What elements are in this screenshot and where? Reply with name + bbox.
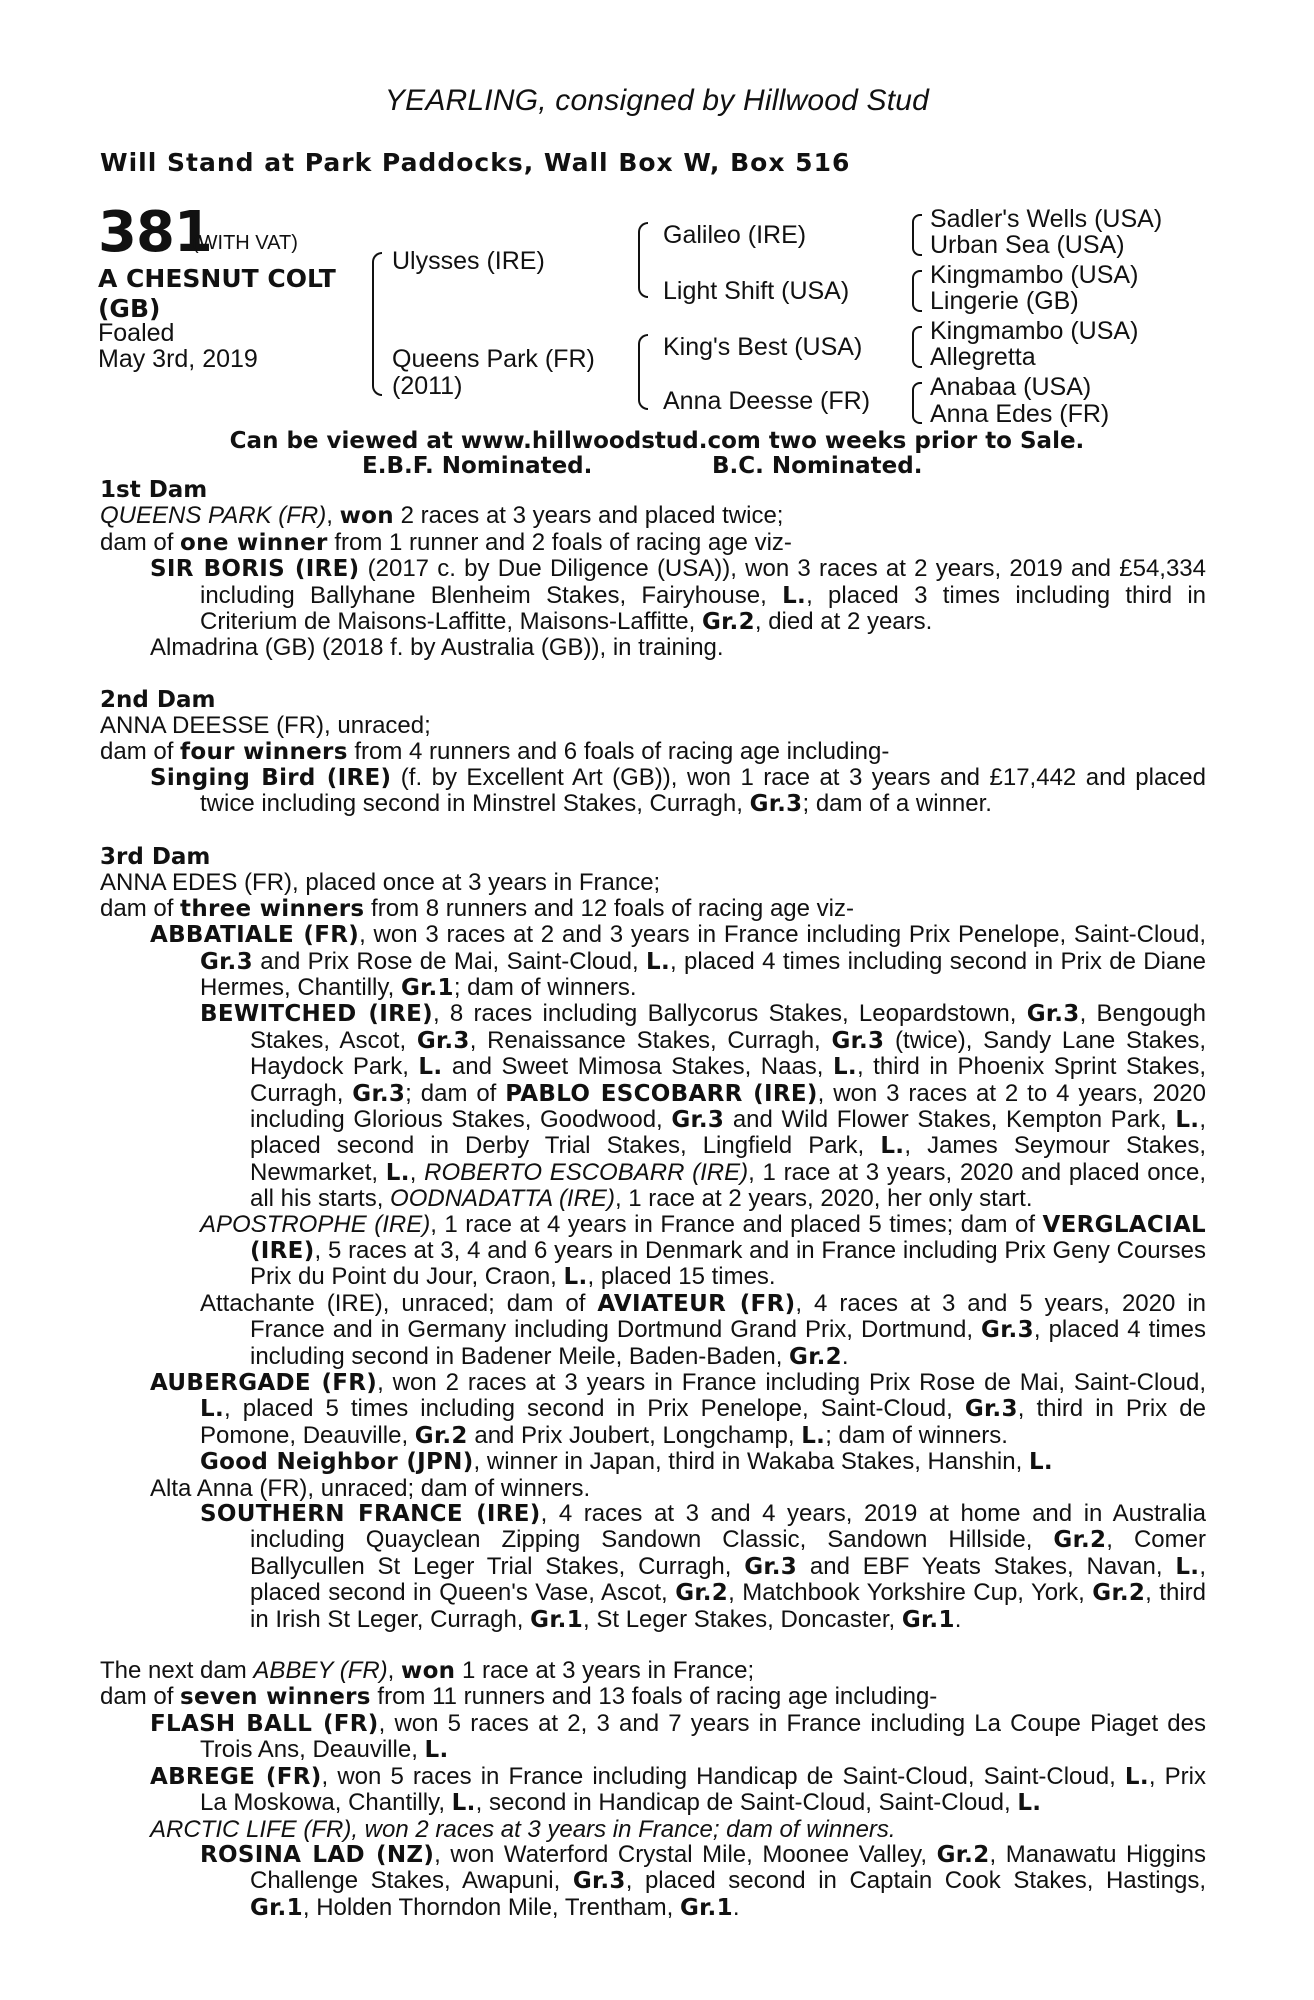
pedigree-dam-dam: Anna Deesse (FR) [663,387,871,415]
second-dam-line: ANNA DEESSE (FR), unraced; [100,712,431,740]
pedigree-dam-sire: King's Best (USA) [663,333,863,361]
race-grade: L. [418,1054,443,1081]
pedigree-g5: Kingmambo (USA) [930,317,1139,345]
text: , won 2 races at 3 years in France including Prix Rose de Mai, Saint-Cloud, [377,1369,1206,1396]
catalogue-body [100,478,1206,1921]
produce-entry: Alta Anna (FR), unraced; dam of winners. [150,1474,591,1502]
produce-entry [150,922,1206,1001]
brace-sire [638,222,648,298]
pedigree-g2: Urban Sea (USA) [930,231,1125,259]
winners-count: seven winners [180,1684,371,1711]
text: , 4 races at 3 and 4 years, 2019 at home and in Australia including Quayclean Zipping Sandown Classic, Sandown Hillside, [250,1500,1206,1554]
first-dam-heading: 1st Dam [100,477,208,503]
text: . [954,1605,962,1633]
race-grade: Gr.2 [414,1422,468,1449]
race-grade: Gr.1 [679,1894,733,1921]
horse-name: VERGLACIAL (IRE) [250,1211,1206,1264]
pedigree-sire: Ulysses (IRE) [392,247,545,275]
text: , placed 3 times including third in Criterium de Maisons-Laffitte, Maisons-Laffitte, [200,581,1207,636]
text: , Prix La Moskowa, Chantilly, [200,1762,1206,1817]
race-grade: Gr.1 [400,974,454,1001]
text: , won 3 races at 2 to 4 years, 2020 including Glorious Stakes, Goodwood, [250,1079,1206,1133]
pedigree-g3: Kingmambo (USA) [930,261,1139,289]
text: , placed second in Derby Trial Stakes, Lingfield Park, [250,1105,1206,1160]
race-grade: Gr.3 [416,1027,470,1054]
race-grade: Gr.2 [1092,1580,1146,1607]
pedigree-g7: Anabaa (USA) [930,373,1092,401]
horse-name: SOUTHERN FRANCE (IRE) [200,1501,541,1528]
text: , 4 races at 3 and 5 years, 2020 in France and in Germany including Dortmund Grand Prix, Dortmund, [250,1289,1206,1344]
text: , placed second in Captain Cook Stakes, Hastings, [625,1867,1206,1895]
produce-entry [150,765,1206,818]
pedigree-sire-sire: Galileo (IRE) [663,221,807,249]
produce-entry [200,1291,1206,1370]
stand-location: Will Stand at Park Paddocks, Wall Box W, Box 516 [100,148,851,177]
race-grade: L. [801,1422,826,1449]
text: 1 race at 3 years in France; [455,1657,755,1685]
next-dam-name: ABBEY (FR) [253,1657,388,1685]
pedigree-sire-dam: Light Shift (USA) [663,277,850,305]
race-grade: L. [1017,1790,1042,1817]
horse-name: ROBERTO ESCOBARR (IRE) [424,1158,749,1186]
brace-g4 [912,382,922,424]
text: dam of [100,894,181,922]
text: ; dam of [405,1079,506,1107]
horse-name: AVIATEUR (FR) [597,1290,796,1317]
horse-name: PABLO ESCOBARR (IRE) [505,1080,818,1107]
horse-name: ABREGE (FR) [150,1763,322,1790]
horse-name: AUBERGADE (FR) [150,1370,378,1396]
bc-nominated: B.C. Nominated. [712,453,923,479]
produce-entry [150,1764,1206,1817]
race-grade: Gr.1 [530,1606,584,1633]
text: and EBF Yeats Stakes, Navan, [797,1552,1176,1580]
produce-entry [200,1501,1206,1633]
first-dam-record: 2 races at 3 years and placed twice; [393,502,784,530]
race-grade: L. [424,1737,449,1764]
lot-number: 381 [98,200,212,265]
text: ; dam of winners. [453,973,637,1001]
race-grade: L. [200,1396,224,1423]
produce-entry [200,1212,1206,1291]
text: from 8 runners and 12 foals of racing age viz- [364,894,854,922]
text: ; dam of winners. [825,1421,1008,1449]
brace-dam [638,334,648,410]
vat-label: (WITH VAT) [192,232,298,254]
horse-name: ROSINA LAD (NZ) [200,1841,435,1868]
pedigree-g8: Anna Edes (FR) [930,400,1110,428]
text: and Prix Rose de Mai, Saint-Cloud, [252,947,647,975]
text: , third in Prix de Pomone, Deauville, [200,1395,1207,1449]
text: , third in Phoenix Sprint Stakes, Curragh, [250,1053,1207,1107]
text: , died at 2 years. [754,608,933,636]
produce-entry [150,556,1206,635]
produce-entry: ARCTIC LIFE (FR), won 2 races at 3 years in France; dam of winners. [150,1815,896,1843]
produce-entry: Almadrina (GB) (2018 f. by Australia (GB)), in training. [150,634,724,662]
brace-g3 [912,326,922,368]
text: from 1 runner and 2 foals of racing age viz- [327,528,792,556]
text: , Renaissance Stakes, Curragh, [469,1026,832,1054]
text: , second in Handicap de Saint-Cloud, Saint-Cloud, [475,1789,1018,1817]
second-dam-produce-line [100,739,1206,765]
won-label: won [401,1658,456,1685]
text: , Matchbook Yorkshire Cup, York, [728,1579,1093,1607]
race-grade: Gr.3 [352,1080,406,1107]
horse-name: APOSTROPHE (IRE) [200,1210,431,1238]
race-grade: Gr.3 [831,1027,885,1054]
race-grade: L. [563,1264,588,1291]
text: , 8 races including Ballycorus Stakes, Leopardstown, [432,1000,1027,1028]
text: , placed 15 times. [587,1263,776,1291]
text: . [841,1342,849,1370]
race-grade: L. [1028,1449,1053,1476]
brace-g1 [912,214,922,256]
text: , 1 race at 2 years, 2020, her only start. [614,1185,1033,1213]
text: (2017 c. by Due Diligence (USA)), won 3 races at 2 years, 2019 and £54,334 including Ballyhane Blenheim Stakes, Fairyhouse, [200,555,1206,609]
text: , placed 4 times including second in Prix de Diane Hermes, Chantilly, [200,947,1206,1001]
winners-count: three winners [180,895,365,922]
horse-name: Good Neighbor (JPN) [200,1449,474,1476]
text: , winner in Japan, third in Wakaba Stakes, Hanshin, [473,1448,1029,1476]
pedigree-g6: Allegretta [930,343,1036,371]
brace-g2 [912,270,922,312]
won-label: won [339,503,394,530]
text: , Holden Thorndon Mile, Trentham, [302,1893,680,1921]
race-grade: Gr.1 [901,1606,955,1633]
race-grade: Gr.2 [1053,1527,1107,1554]
foaled-date: May 3rd, 2019 [98,345,258,373]
race-grade: Gr.3 [200,948,253,975]
text: , Manawatu Higgins Challenge Stakes, Awapuni, [250,1840,1206,1895]
viewing-note: Can be viewed at www.hillwoodstud.com two weeks prior to Sale. [229,428,1085,454]
text: , won 5 races in France including Handicap de Saint-Cloud, Saint-Cloud, [321,1762,1125,1790]
text: , 1 race at 3 years, 2020 and placed once, all his starts, [250,1158,1206,1213]
text: dam of [100,528,181,556]
text: . [732,1893,740,1921]
third-dam-produce-line [100,896,1206,922]
ebf-nominated: E.B.F. Nominated. [362,453,593,479]
first-dam-produce-line [100,530,1206,556]
text: Attachante (IRE), unraced; dam of [200,1289,598,1317]
horse-name: SIR BORIS (IRE) [150,556,360,583]
race-grade: Gr.2 [789,1343,842,1370]
text: The next dam [100,1657,254,1685]
pedigree-dam: Queens Park (FR) [392,345,595,373]
pedigree-dam-year: (2011) [392,372,463,400]
text: , St Leger Stakes, Doncaster, [583,1605,902,1633]
race-grade: Gr.3 [981,1317,1034,1344]
horse-name: OODNADATTA (IRE) [390,1185,615,1213]
produce-entry [200,1842,1206,1921]
winners-count: four winners [180,738,348,765]
race-grade: Gr.2 [675,1580,729,1607]
text: , third in Irish St Leger, Curragh, [250,1579,1206,1633]
race-grade: Gr.3 [964,1396,1018,1423]
text: and Prix Joubert, Longchamp, [467,1421,802,1449]
text: (twice), Sandy Lane Stakes, Haydock Park, [250,1026,1206,1081]
race-grade: Gr.2 [936,1841,990,1868]
race-grade: L. [646,948,671,975]
race-grade: L. [1124,1763,1149,1790]
produce-entry [200,1001,1206,1211]
text: dam of [100,737,181,765]
text: from 11 runners and 13 foals of racing age including- [370,1683,938,1711]
third-dam-line: ANNA EDES (FR), placed once at 3 years in France; [100,869,661,897]
horse-name: BEWITCHED (IRE) [200,1001,433,1028]
race-grade: Gr.3 [744,1553,798,1580]
pedigree-g4: Lingerie (GB) [930,287,1079,315]
brace-sire-dam [372,252,382,396]
race-grade: Gr.2 [701,609,755,636]
text: ; dam of a winner. [802,790,992,818]
race-grade: L. [880,1133,905,1160]
consignment-line: YEARLING, consigned by Hillwood Stud [384,84,930,117]
text: and Sweet Mimosa Stakes, Naas, [442,1053,833,1081]
first-dam-line: QUEENS PARK (FR), won 2 races at 3 years and placed twice; [100,502,784,530]
next-dam-line [100,1658,1206,1684]
next-dam-produce-line [100,1684,1206,1710]
text: , 5 races at 3, 4 and 6 years in Denmark and in France including Prix Geny Courses Prix du Point du Jour, Craon, [250,1236,1206,1291]
text: , won Waterford Crystal Mile, Moonee Valley, [434,1840,937,1868]
produce-entry [150,1711,1206,1764]
horse-name: FLASH BALL (FR) [150,1710,379,1737]
race-grade: Gr.3 [572,1868,626,1895]
text: , placed second in Queen's Vase, Ascot, [250,1552,1206,1607]
third-dam-heading: 3rd Dam [100,843,211,870]
text: , [409,1158,425,1186]
race-grade: Gr.3 [749,791,803,818]
text: , Comer Ballycullen St Leger Trial Stakes, Curragh, [250,1526,1206,1580]
race-grade: L. [1175,1553,1200,1580]
first-dam-name: QUEENS PARK (FR) [100,502,327,530]
text: , 1 race at 4 years in France and placed 5 times; dam of [430,1210,1043,1238]
race-grade: L. [385,1159,410,1186]
text: , placed 4 times including second in Badener Meile, Baden-Baden, [250,1316,1206,1370]
horse-name: Singing Bird (IRE) [150,765,392,792]
text: , Bengough Stakes, Ascot, [250,1000,1206,1054]
text: dam of [100,1683,181,1711]
horse-name: ABBATIALE (FR) [150,922,360,949]
race-grade: L. [832,1054,857,1081]
race-grade: L. [451,1790,476,1817]
text: from 4 runners and 6 foals of racing age including- [347,737,890,765]
text: and Wild Flower Stakes, Kempton Park, [724,1105,1176,1133]
text: , won 3 races at 2 and 3 years in France including Prix Penelope, Saint-Cloud, [359,921,1206,949]
produce-entry [200,1449,1206,1475]
race-grade: Gr.3 [671,1106,725,1133]
text: , [387,1657,402,1685]
text: (f. by Excellent Art (GB)), won 1 race at 3 years and £17,442 and placed twice including second in Minstrel Stakes, Curragh, [200,764,1206,818]
text: , James Seymour Stakes, Newmarket, [250,1132,1207,1186]
second-dam-heading: 2nd Dam [100,686,216,713]
race-grade: L. [1175,1106,1200,1133]
text: , placed 5 times including second in Prix Penelope, Saint-Cloud, [224,1395,965,1423]
horse-description: A CHESNUT COLT (GB) [98,264,336,323]
winners-count: one winner [180,529,328,556]
foaled-label: Foaled [98,319,175,347]
race-grade: L. [782,582,807,609]
race-grade: Gr.1 [250,1894,303,1921]
race-grade: Gr.3 [1026,1001,1080,1028]
produce-entry [150,1370,1206,1449]
pedigree-g1: Sadler's Wells (USA) [930,205,1163,233]
text: , won 5 races at 2, 3 and 7 years in France including La Coupe Piaget des Trois Ans, Deauville, [200,1709,1206,1764]
